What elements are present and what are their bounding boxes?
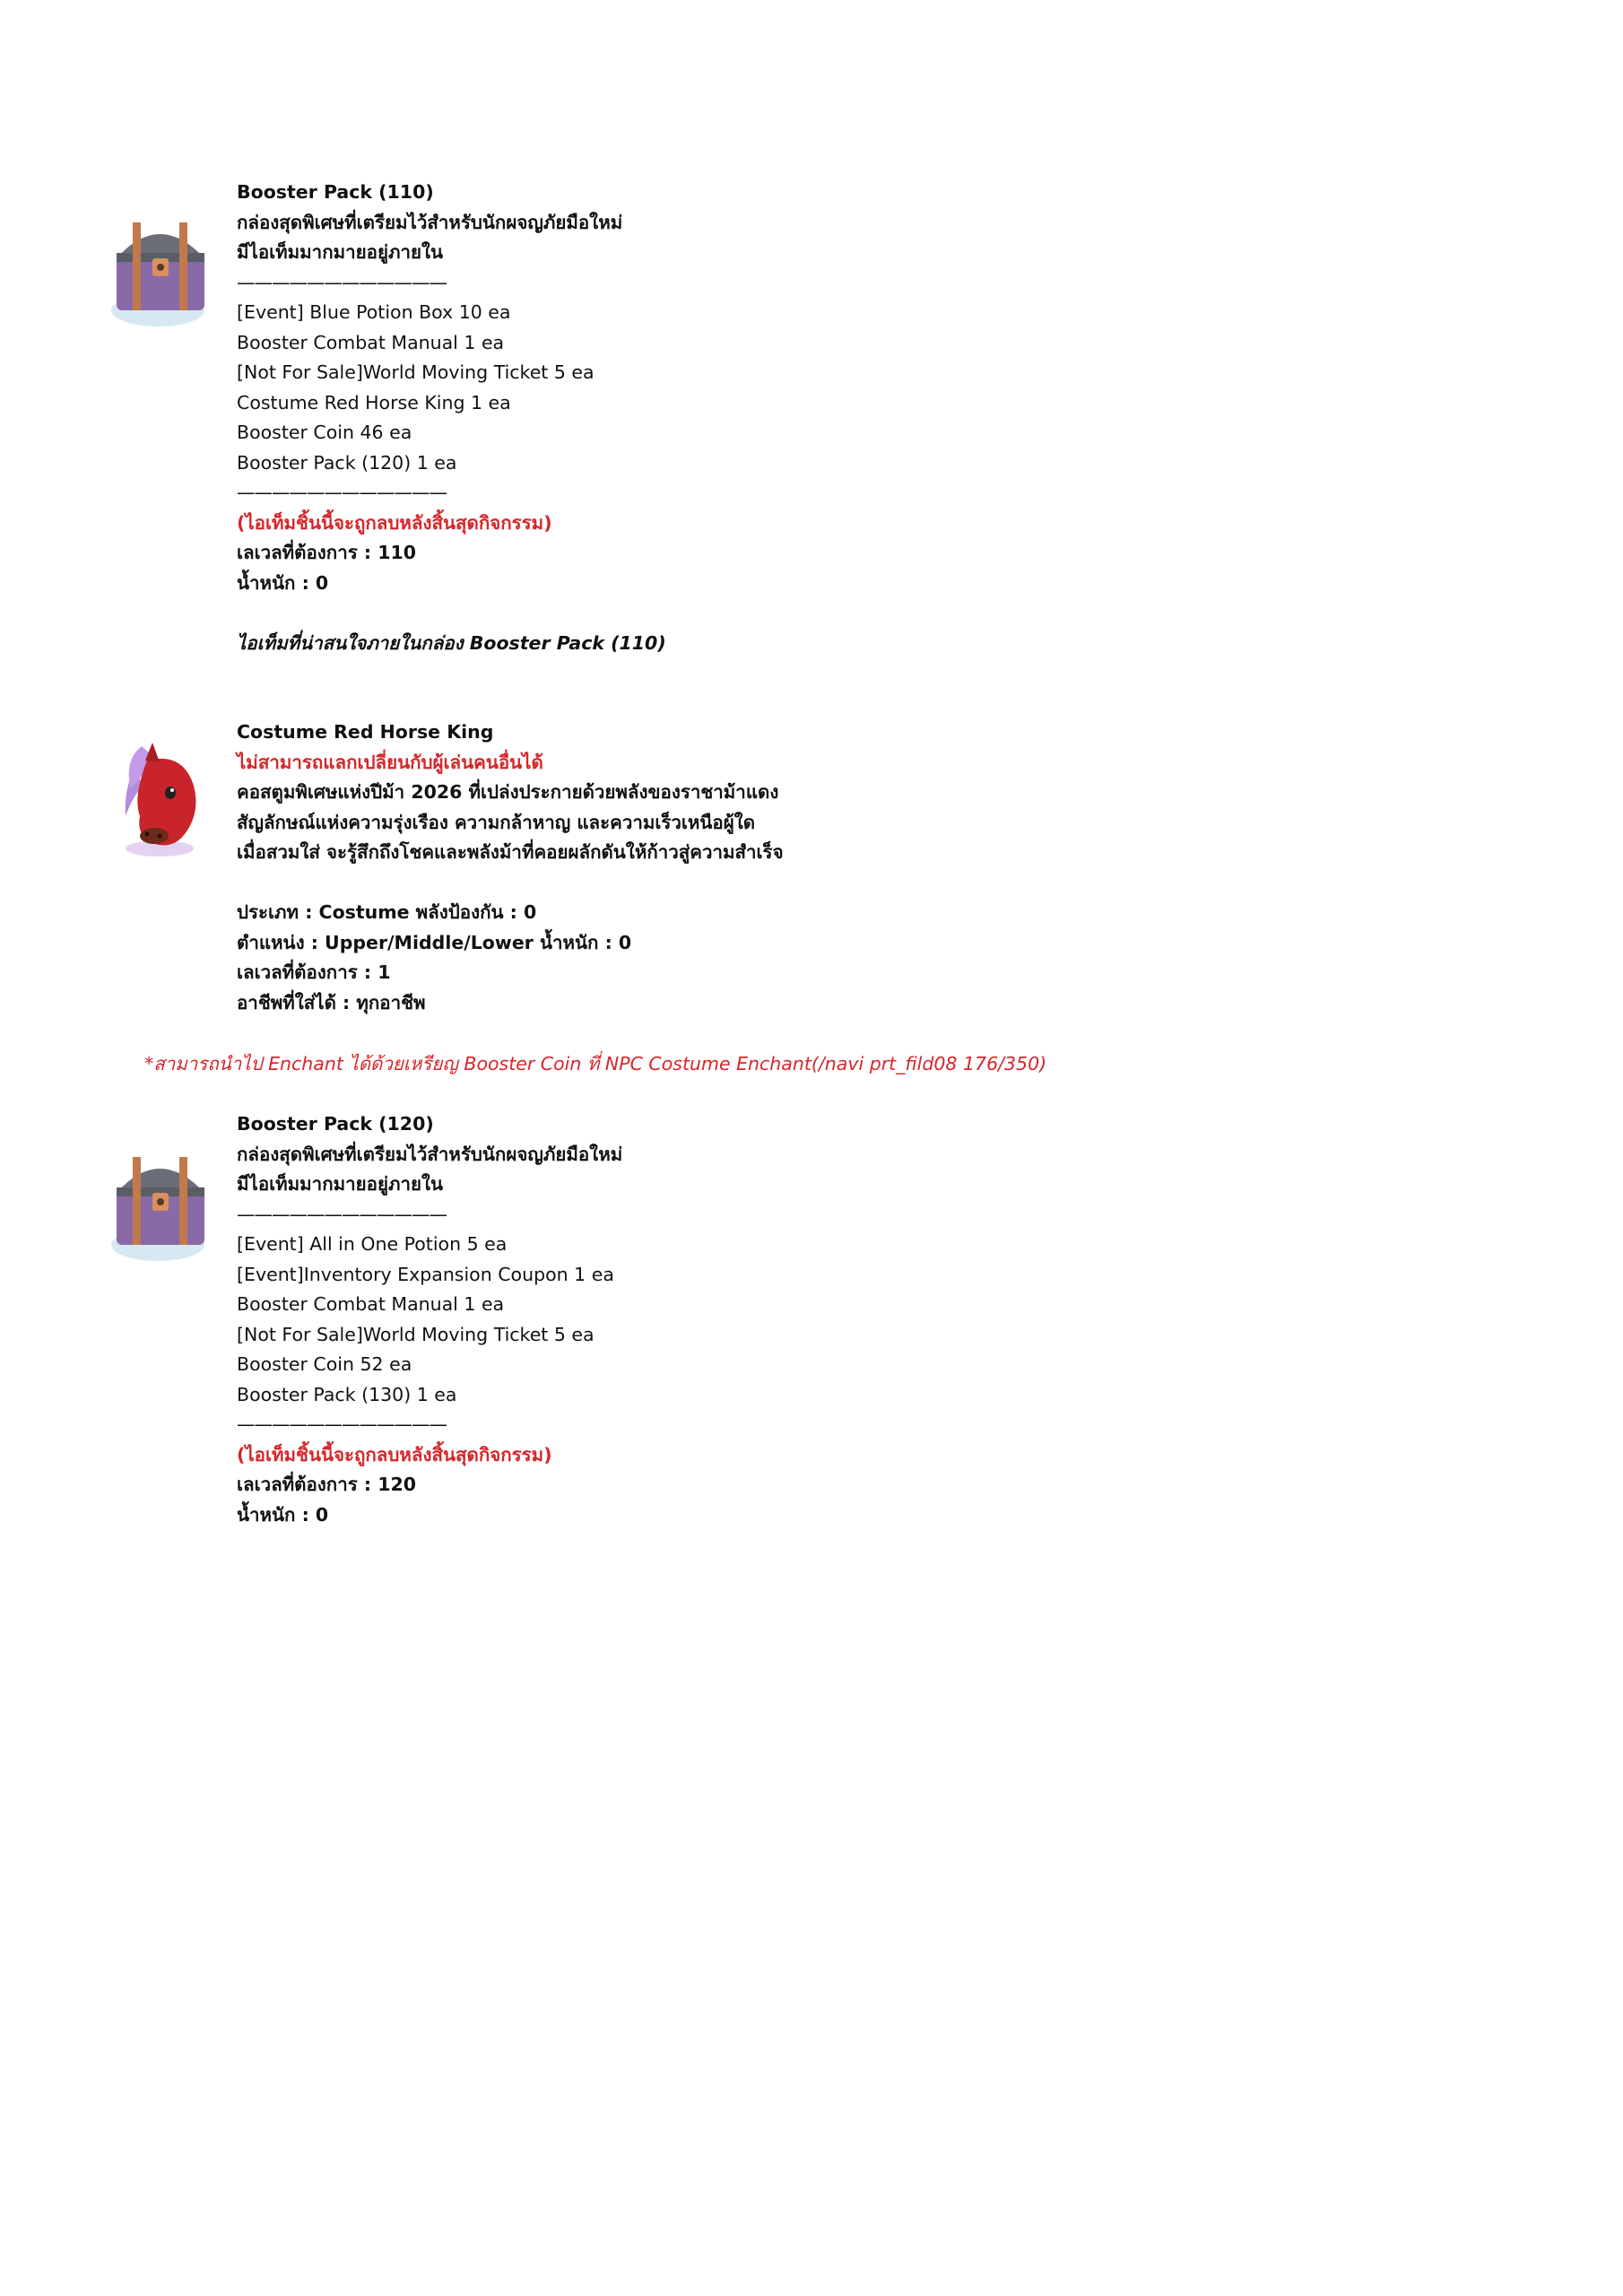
- required-level: เลเวลที่ต้องการ : 1: [237, 961, 391, 983]
- separator: ————————————: [237, 1413, 447, 1435]
- treasure-chest-icon: [106, 203, 213, 328]
- list-item: Booster Pack (120) 1 ea: [237, 451, 457, 474]
- item-weight: น้ำหนัก : 0: [237, 1503, 329, 1526]
- interesting-items-prefix: ไอเท็มที่น่าสนใจภายในกล่อง: [237, 631, 464, 654]
- list-item: [Not For Sale]World Moving Ticket 5 ea: [237, 361, 595, 383]
- list-item: Booster Pack (130) 1 ea: [237, 1383, 457, 1405]
- item-description-line: คอสตูมพิเศษแห่งปีม้า 2026 ที่เปล่งประกายด้วยพลังของราชาม้าแดง: [237, 781, 779, 803]
- item-type: ประเภท : Costume พลังป้องกัน : 0: [237, 901, 537, 923]
- red-horse-costume-icon: [106, 734, 213, 859]
- separator: ————————————: [237, 482, 447, 503]
- separator: ————————————: [237, 271, 447, 293]
- list-item: Booster Combat Manual 1 ea: [237, 1293, 505, 1315]
- removal-notice: (ไอเท็มชิ้นนี้จะถูกลบหลังสิ้นสุดกิจกรรม): [237, 511, 552, 534]
- item-description-line: กล่องสุดพิเศษที่เตรียมไว้สำหรับนักผจญภัยมือใหม่: [237, 1143, 623, 1165]
- required-level: เลเวลที่ต้องการ : 110: [237, 542, 416, 563]
- list-item: [Event]Inventory Expansion Coupon 1 ea: [237, 1263, 614, 1285]
- booster-pack-120-section: [237, 1109, 622, 1530]
- applicable-jobs: อาชีพที่ใส่ได้ : ทุกอาชีพ: [237, 991, 426, 1013]
- treasure-chest-icon: [106, 1137, 213, 1263]
- required-level: เลเวลที่ต้องการ : 120: [237, 1474, 416, 1495]
- separator: ————————————: [237, 1203, 447, 1225]
- item-title: Booster Pack (110): [237, 181, 434, 203]
- list-item: [Event] All in One Potion 5 ea: [237, 1233, 508, 1255]
- item-description-line: สัญลักษณ์แห่งความรุ่งเรือง ความกล้าหาญ และความเร็วเหนือผู้ใด: [237, 811, 756, 833]
- list-item: Booster Combat Manual 1 ea: [237, 331, 505, 353]
- list-item: [Event] Blue Potion Box 10 ea: [237, 301, 511, 323]
- item-title: Booster Pack (120): [237, 1113, 434, 1135]
- costume-red-horse-king-section: [237, 718, 784, 1018]
- untradeable-notice: ไม่สามารถแลกเปลี่ยนกับผู้เล่นคนอื่นได้: [237, 751, 543, 773]
- item-position: ตำแหน่ง : Upper/Middle/Lower น้ำหนัก : 0: [237, 931, 632, 953]
- removal-notice: (ไอเท็มชิ้นนี้จะถูกลบหลังสิ้นสุดกิจกรรม): [237, 1443, 552, 1465]
- list-item: Booster Coin 52 ea: [237, 1353, 412, 1375]
- list-item: Booster Coin 46 ea: [237, 422, 412, 443]
- list-item: [Not For Sale]World Moving Ticket 5 ea: [237, 1323, 595, 1345]
- interesting-items-box-name: Booster Pack (110): [469, 631, 666, 654]
- item-description-line: มีไอเท็มมากมายอยู่ภายใน: [237, 241, 444, 263]
- item-weight: น้ำหนัก : 0: [237, 571, 329, 594]
- item-title: Costume Red Horse King: [237, 721, 494, 743]
- item-description-line: กล่องสุดพิเศษที่เตรียมไว้สำหรับนักผจญภัยมือใหม่: [237, 211, 623, 233]
- item-description-line: มีไอเท็มมากมายอยู่ภายใน: [237, 1173, 444, 1195]
- booster-pack-110-section: [237, 178, 666, 658]
- item-description-line: เมื่อสวมใส่ จะรู้สึกถึงโชคและพลังม้าที่คอยผลักดันให้ก้าวสู่ความสำเร็จ: [237, 841, 784, 863]
- enchant-footnote: *สามารถนำไป Enchant ได้ด้วยเหรียญ Booster Coin ที่ NPC Costume Enchant(/navi prt_fild08 176/350): [144, 1053, 1047, 1074]
- list-item: Costume Red Horse King 1 ea: [237, 391, 511, 413]
- interesting-items-heading: [237, 629, 666, 659]
